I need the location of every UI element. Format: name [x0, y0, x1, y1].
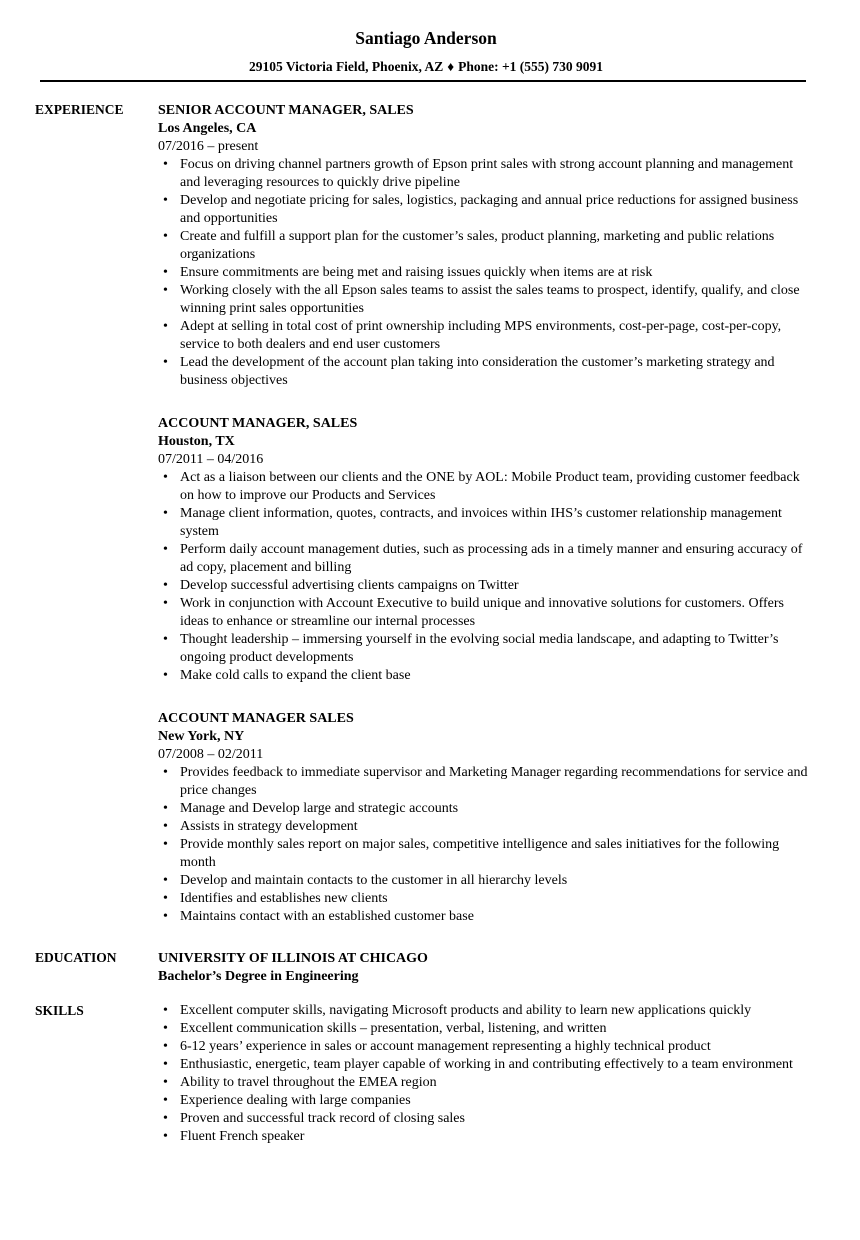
job-dates: 07/2008 – 02/2011 [158, 747, 264, 762]
bullet-item: • Identifies and establishes new clients [158, 890, 812, 908]
education-body [158, 949, 812, 986]
job-title: SENIOR ACCOUNT MANAGER, SALES [158, 103, 414, 118]
bullet-item: • Working closely with the all Epson sales teams to assist the sales teams to prospect, identify, qualify, and close winning print sales opportunities [158, 282, 812, 318]
experience-body [158, 101, 812, 926]
bullet-item: • Develop and maintain contacts to the customer in all hierarchy levels [158, 872, 812, 890]
job-bullets [158, 469, 812, 685]
bullet-item: • Thought leadership – immersing yourself in the evolving social media landscape, and adapting to Twitter’s ongoing product developments [158, 631, 812, 667]
bullet-item: • Develop successful advertising clients campaigns on Twitter [158, 577, 812, 595]
bullet-item: • Make cold calls to expand the client base [158, 667, 812, 685]
skill-item: • Excellent communication skills – presentation, verbal, listening, and written [158, 1020, 812, 1038]
skills-section [35, 1002, 812, 1146]
header-divider [40, 80, 806, 82]
skill-item: • Enthusiastic, energetic, team player capable of working in and contributing effectively to a team environment [158, 1056, 812, 1074]
bullet-item: • Adept at selling in total cost of print ownership including MPS environments, cost-per-page, cost-per-copy, service to both dealers and end user customers [158, 318, 812, 354]
bullet-item: • Provides feedback to immediate supervisor and Marketing Manager regarding recommendations for service and price changes [158, 764, 812, 800]
job-location: Houston, TX [158, 434, 235, 449]
skill-item: • Ability to travel throughout the EMEA region [158, 1074, 812, 1092]
bullet-item: • Provide monthly sales report on major sales, competitive intelligence and sales initiatives for the following month [158, 836, 812, 872]
education-label: EDUCATION [35, 950, 117, 965]
job-location: New York, NY [158, 729, 245, 744]
skill-item: • Experience dealing with large companies [158, 1092, 812, 1110]
skills-list [158, 1002, 812, 1146]
job-entry [158, 709, 812, 926]
education-section [35, 949, 812, 986]
bullet-item: • Act as a liaison between our clients and the ONE by AOL: Mobile Product team, providing customer feedback on how to improve our Products and Services [158, 469, 812, 505]
bullet-item: • Maintains contact with an established customer base [158, 908, 812, 926]
candidate-name: Santiago Anderson [355, 28, 497, 48]
skill-item: • Fluent French speaker [158, 1128, 812, 1146]
school-name: UNIVERSITY OF ILLINOIS AT CHICAGO [158, 951, 428, 966]
job-location: Los Angeles, CA [158, 121, 257, 136]
address: 29105 Victoria Field, Phoenix, AZ [248, 59, 444, 74]
skills-body [158, 1002, 812, 1146]
job-bullets [158, 764, 812, 926]
bullet-item: • Assists in strategy development [158, 818, 812, 836]
bullet-item: • Focus on driving channel partners growth of Epson print sales with strong account planning and management and leveraging resources to quickly drive pipeline [158, 156, 812, 192]
bullet-item: • Develop and negotiate pricing for sales, logistics, packaging and annual price reductions for assigned business and opportunities [158, 192, 812, 228]
job-title: ACCOUNT MANAGER, SALES [158, 416, 358, 431]
bullet-item: • Work in conjunction with Account Executive to build unique and innovative solutions for customers. Offers ideas to enhance or streamline our internal processes [158, 595, 812, 631]
skill-item: • Excellent computer skills, navigating Microsoft products and ability to learn new applications quickly [158, 1002, 812, 1020]
bullet-item: • Manage and Develop large and strategic accounts [158, 800, 812, 818]
separator-diamond: ♦ [447, 59, 455, 74]
bullet-item: • Lead the development of the account plan taking into consideration the customer’s marketing strategy and business objectives [158, 354, 812, 390]
job-dates: 07/2011 – 04/2016 [158, 452, 264, 467]
job-title: ACCOUNT MANAGER SALES [158, 711, 354, 726]
bullet-item: • Perform daily account management duties, such as processing ads in a timely manner and ensuring accuracy of ad copy, placement and billing [158, 541, 812, 577]
skill-item: • 6-12 years’ experience in sales or account management representing a highly technical product [158, 1038, 812, 1056]
job-entry [158, 414, 812, 685]
phone: Phone: +1 (555) 730 9091 [458, 59, 604, 74]
degree: Bachelor’s Degree in Engineering [158, 969, 359, 984]
job-entry [158, 101, 812, 390]
bullet-item: • Ensure commitments are being met and raising issues quickly when items are at risk [158, 264, 812, 282]
contact-line [40, 59, 812, 75]
experience-label: EXPERIENCE [35, 102, 124, 117]
job-bullets [158, 156, 812, 390]
job-dates: 07/2016 – present [158, 139, 259, 154]
bullet-item: • Manage client information, quotes, contracts, and invoices within IHS’s customer relationship management system [158, 505, 812, 541]
bullet-item: • Create and fulfill a support plan for the customer’s sales, product planning, marketing and public relations organizations [158, 228, 812, 264]
skill-item: • Proven and successful track record of closing sales [158, 1110, 812, 1128]
resume-header [40, 27, 812, 75]
skills-label: SKILLS [35, 1003, 84, 1018]
experience-section [35, 101, 812, 926]
